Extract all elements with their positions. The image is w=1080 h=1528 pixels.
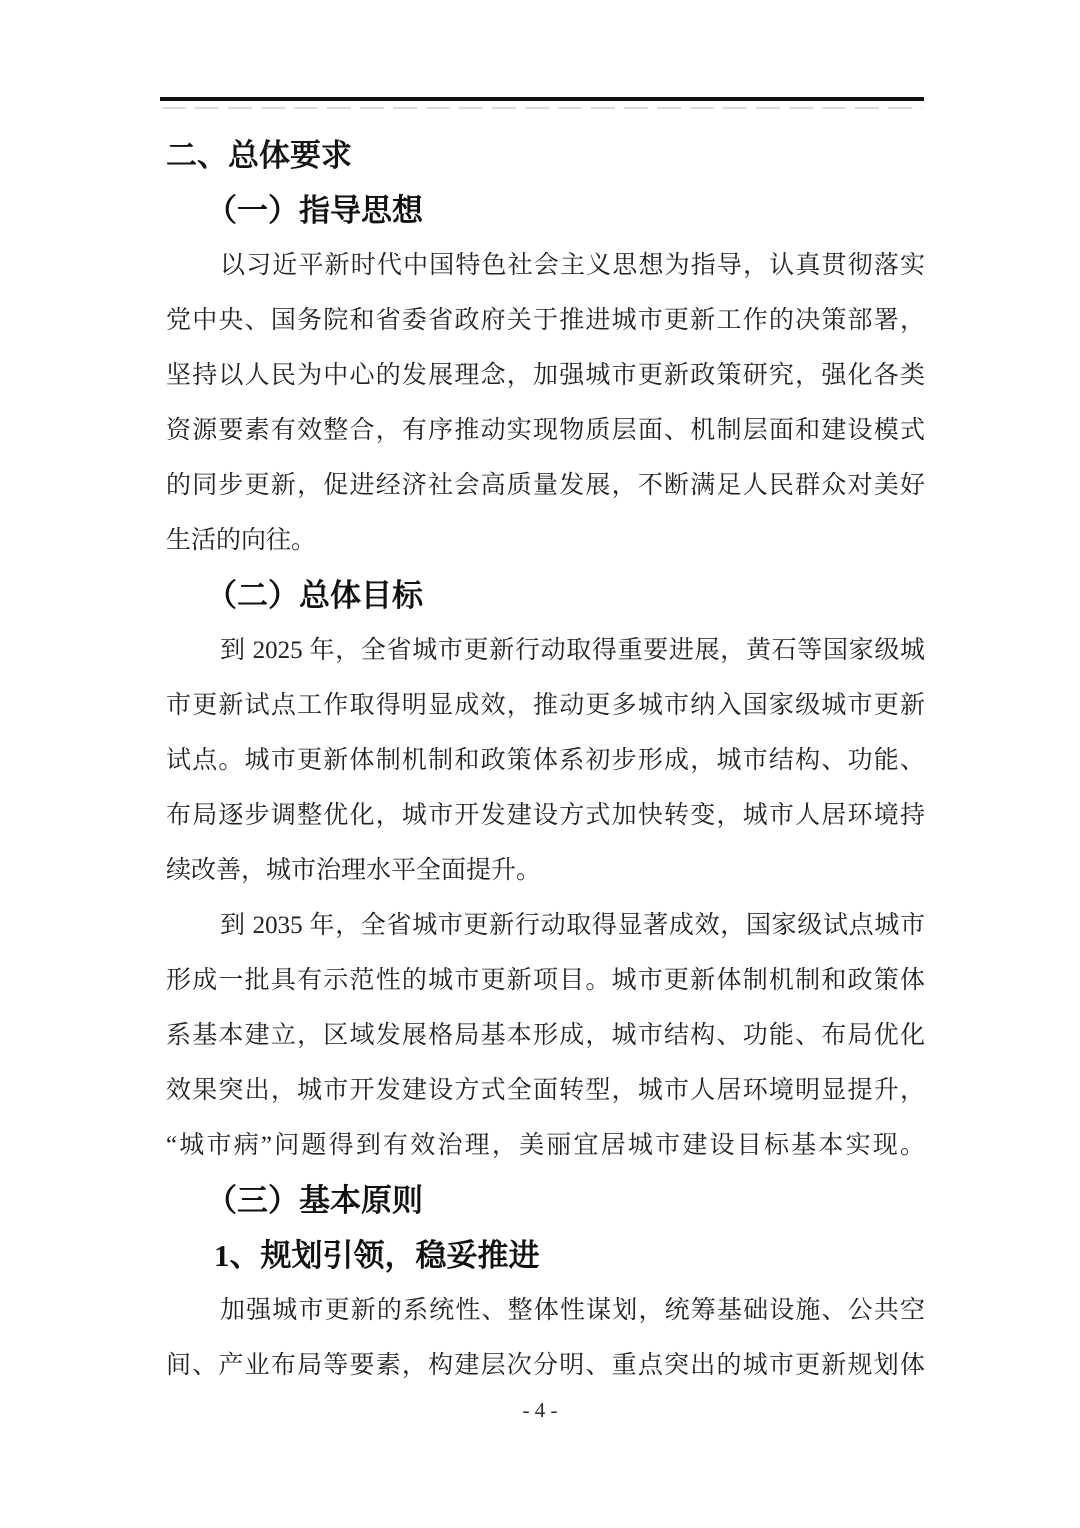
paragraph-line: 以习近平新时代中国特色社会主义思想为指导，认真贯彻落实 <box>220 252 925 279</box>
paragraph-line: 坚持以人民为中心的发展理念，加强城市更新政策研究，强化各类 <box>166 362 925 389</box>
paragraph-line: 的同步更新，促进经济社会高质量发展，不断满足人民群众对美好 <box>166 472 925 499</box>
page-number: - 4 - <box>522 1398 558 1422</box>
paragraph-line: 生活的向往。 <box>166 527 317 554</box>
paragraph-line: 到 2025 年，全省城市更新行动取得重要进展，黄石等国家级城 <box>220 637 925 664</box>
section-heading: 二、总体要求 <box>166 138 352 173</box>
paragraph-line: 党中央、国务院和省委省政府关于推进城市更新工作的决策部署， <box>166 307 925 334</box>
paragraph-line: 间、产业布局等要素，构建层次分明、重点突出的城市更新规划体 <box>166 1352 925 1379</box>
paragraph-line: 效果突出，城市开发建设方式全面转型，城市人居环境明显提升， <box>166 1077 925 1104</box>
paragraph-line: 布局逐步调整优化，城市开发建设方式加快转变，城市人居环境持 <box>166 802 925 829</box>
paragraph-line: 市更新试点工作取得明显成效，推动更多城市纳入国家级城市更新 <box>166 692 925 719</box>
numbered-item-heading: 1、规划引领，稳妥推进 <box>214 1238 540 1273</box>
paragraph-line: 到 2035 年，全省城市更新行动取得显著成效，国家级试点城市 <box>220 912 925 939</box>
subsection-heading-basic-principles: （三）基本原则 <box>206 1183 423 1218</box>
subsection-heading-guiding-ideology: （一）指导思想 <box>206 193 423 228</box>
header-rule <box>160 97 924 101</box>
paragraph-line: 形成一批具有示范性的城市更新项目。城市更新体制机制和政策体 <box>166 967 925 994</box>
paragraph-line: 试点。城市更新体制机制和政策体系初步形成，城市结构、功能、 <box>166 747 925 774</box>
document-body <box>166 128 925 1393</box>
subsection-heading-overall-goals: （二）总体目标 <box>206 578 423 613</box>
paragraph-line: 加强城市更新的系统性、整体性谋划，统筹基础设施、公共空 <box>220 1297 925 1324</box>
paragraph-line: 系基本建立，区域发展格局基本形成，城市结构、功能、布局优化 <box>166 1022 925 1049</box>
paragraph-line: “城市病”问题得到有效治理，美丽宜居城市建设目标基本实现。 <box>166 1132 925 1159</box>
header-rule-shadow <box>162 107 922 109</box>
paragraph-line: 续改善，城市治理水平全面提升。 <box>166 857 542 884</box>
paragraph-line: 资源要素有效整合，有序推动实现物质层面、机制层面和建设模式 <box>166 417 925 444</box>
